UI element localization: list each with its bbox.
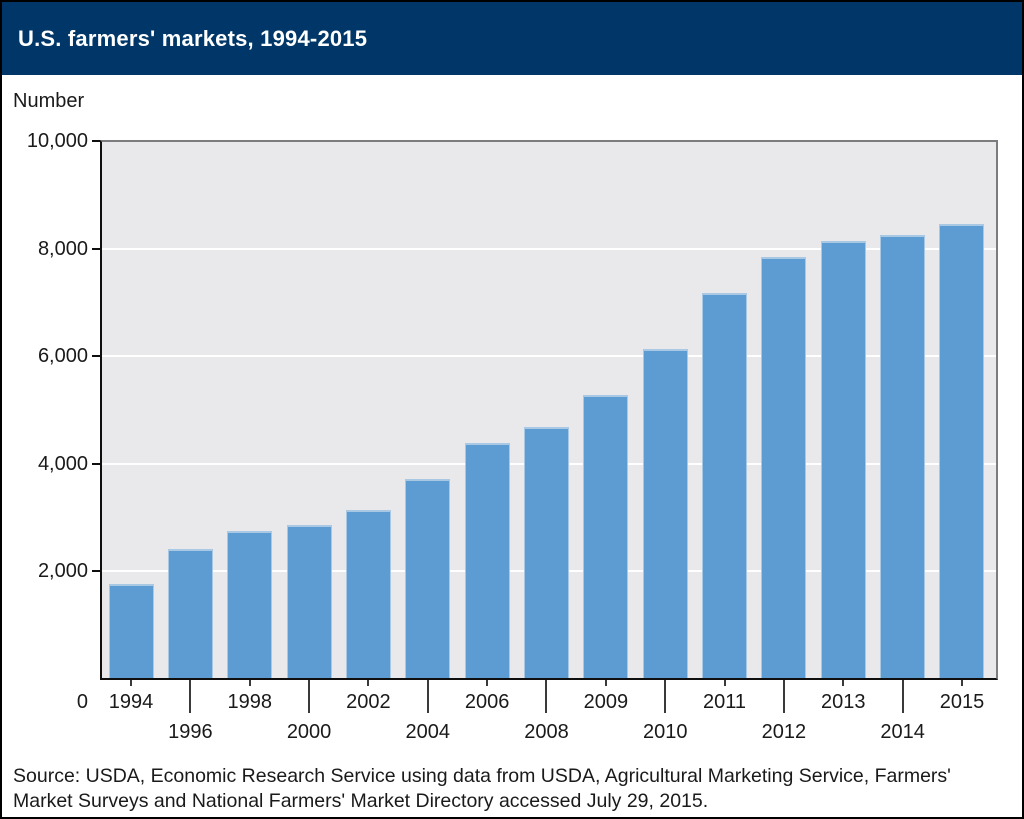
x-axis-tick <box>961 680 963 686</box>
x-axis-tick <box>605 680 607 686</box>
y-axis-unit-label: Number <box>13 90 85 112</box>
x-axis-tick <box>902 680 904 713</box>
x-axis-tick-label: 1998 <box>227 691 272 713</box>
bar <box>583 395 628 678</box>
bar <box>761 257 806 679</box>
bar <box>465 443 510 678</box>
y-axis-tick-label: 8,000 <box>37 237 88 260</box>
bar <box>643 349 688 678</box>
x-axis-tick <box>249 680 251 686</box>
x-axis-tick <box>545 680 547 713</box>
x-axis-tick-label: 2012 <box>761 721 807 743</box>
x-axis-tick <box>189 680 191 713</box>
bar <box>702 293 747 678</box>
x-axis-tick-label: 2010 <box>642 721 688 743</box>
x-axis-tick-label: 2009 <box>583 691 629 713</box>
x-axis-tick <box>427 680 429 713</box>
x-axis-tick-label: 2002 <box>346 691 391 713</box>
bar <box>168 549 213 678</box>
x-axis-tick-label: 2000 <box>286 721 332 743</box>
x-axis-tick-label: 1994 <box>108 691 154 713</box>
title-bar <box>2 2 1022 75</box>
x-axis-tick-label: 2015 <box>939 691 985 713</box>
x-axis-tick <box>664 680 666 713</box>
source-line: Market Surveys and National Farmers' Market Directory accessed July 29, 2015. <box>13 790 709 812</box>
x-axis-tick <box>130 680 132 686</box>
x-axis-tick-label: 2004 <box>405 721 451 743</box>
source-line: Source: USDA, Economic Research Service using data from USDA, Agricultural Marketing Service, Farmers' <box>13 765 951 787</box>
bar <box>939 224 984 678</box>
bar <box>346 510 391 678</box>
x-axis-tick-label: 2013 <box>821 691 866 713</box>
source-note <box>13 764 1013 814</box>
y-axis-tick <box>92 248 100 250</box>
x-axis-tick <box>724 680 726 686</box>
bar <box>821 241 866 678</box>
bar <box>405 479 450 678</box>
bar <box>287 525 332 678</box>
bar <box>880 235 925 678</box>
x-axis-tick-label: 2011 <box>703 691 747 713</box>
plot-area <box>100 140 998 680</box>
x-axis-tick-label: 1996 <box>168 721 213 743</box>
x-axis-tick-label: 2006 <box>464 691 510 713</box>
y-axis-tick-label: 10,000 <box>26 130 88 152</box>
y-axis-tick <box>92 570 100 572</box>
bar <box>227 531 272 678</box>
y-axis-zero-label: 0 <box>76 691 88 713</box>
x-axis-tick-label: 2008 <box>524 721 569 743</box>
x-axis-tick <box>486 680 488 686</box>
x-axis-tick <box>367 680 369 686</box>
x-axis-tick <box>783 680 785 713</box>
y-axis-tick <box>92 140 100 142</box>
x-axis-tick <box>842 680 844 686</box>
bar <box>524 427 569 678</box>
y-axis-tick-label: 6,000 <box>37 345 88 368</box>
chart-title: U.S. farmers' markets, 1994-2015 <box>18 25 368 51</box>
y-axis-tick <box>92 355 100 357</box>
bar <box>109 584 154 678</box>
y-axis-tick-label: 4,000 <box>37 452 88 475</box>
y-axis-tick-label: 2,000 <box>37 560 88 583</box>
x-axis-tick <box>308 680 310 713</box>
y-axis-tick <box>92 463 100 465</box>
x-axis-tick-label: 2014 <box>880 721 925 743</box>
